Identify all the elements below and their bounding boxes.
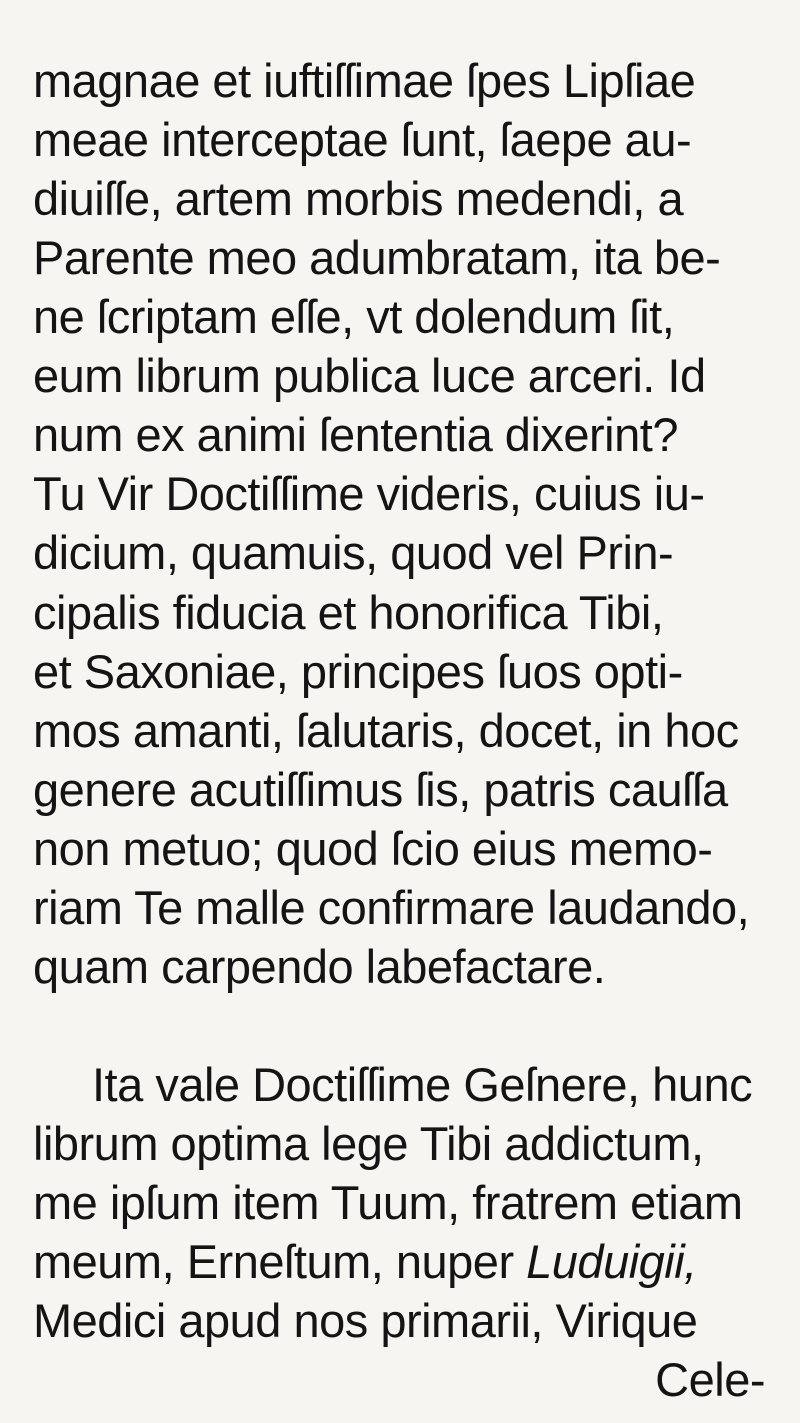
text-line: Tu Vir Doctiſſime videris, cuius iu- (33, 467, 705, 521)
text-line (33, 1234, 697, 1288)
text-line: non metuo; quod ſcio eius memo- (33, 821, 713, 875)
text-line: me ipſum item Tuum, fratrem etiam (33, 1175, 743, 1229)
text-line: cipalis fiducia et honorifica Tibi, (33, 585, 664, 639)
italic-name: Luduigii, (526, 1234, 697, 1288)
text-line: quam carpendo labefactare. (33, 939, 606, 993)
text-line: et Saxoniae, principes ſuos opti- (33, 644, 683, 698)
text-line: diuiſſe, artem morbis medendi, a (33, 172, 684, 226)
text-line: mos amanti, ſalutaris, docet, in hoc (33, 703, 739, 757)
catchword: Cele- (655, 1353, 765, 1406)
text-line: Ita vale Doctiſſime Geſnere, hunc (92, 1057, 753, 1111)
text-line: dicium, quamuis, quod vel Prin- (33, 526, 674, 580)
text-line: ne ſcriptam eſſe, vt dolendum ſit, (33, 290, 675, 344)
text-line: magnae et iuftiſſimae ſpes Lipſiae (33, 54, 696, 108)
text-line: Medici apud nos primarii, Virique (33, 1293, 698, 1347)
text-line: riam Te malle confirmare laudando, (33, 880, 750, 934)
text-line: num ex animi ſententia dixerint? (33, 408, 678, 462)
text-line: Parente meo adumbratam, ita be- (33, 231, 721, 285)
text-line: eum librum publica luce arceri. Id (33, 349, 706, 403)
text-line: genere acutiſſimus ſis, patris cauſſa (33, 762, 728, 816)
text-line: librum optima lege Tibi addictum, (33, 1116, 704, 1170)
text-segment: meum, Erneſtum, nuper (33, 1234, 527, 1288)
text-line: meae interceptae ſunt, ſaepe au- (33, 113, 692, 167)
